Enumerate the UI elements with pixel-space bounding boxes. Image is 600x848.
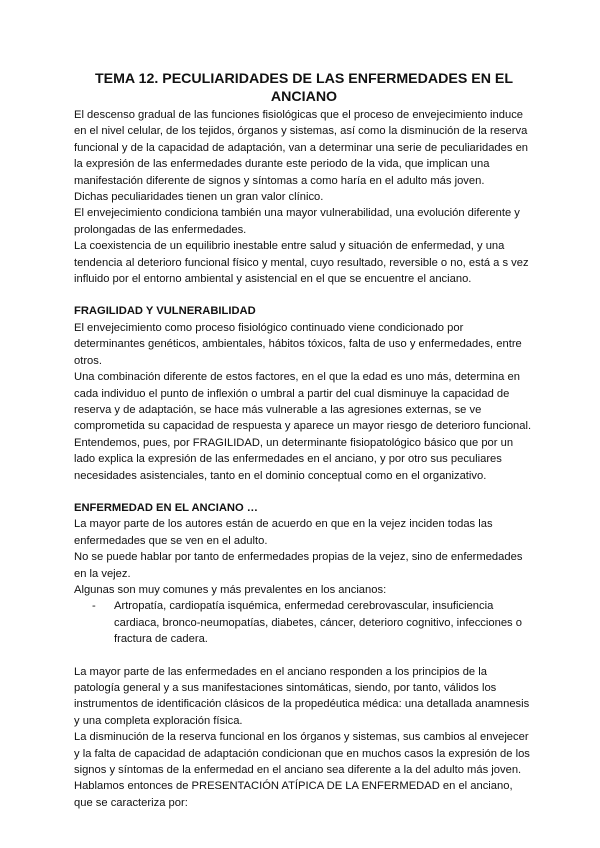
intro-paragraph-3: El envejecimiento condiciona también una mayor vulnerabilidad, una evolución diferente y prolongadas de las enfermedades. <box>74 207 520 236</box>
enfermedad-paragraph-6: Hablamos entonces de PRESENTACIÓN ATÍPICA DE LA ENFERMEDAD en el anciano, que se caracteriza por: <box>74 780 513 809</box>
intro-paragraph-2: Dichas peculiaridades tienen un gran valor clínico. <box>74 191 324 204</box>
intro-paragraph-1: El descenso gradual de las funciones fisiológicas que el proceso de envejecimiento induce en el nivel celular, de los tejidos, órganos y sistemas, así como la disminución de la reserva funcional y de la capacidad de adaptación, van a determinar una serie de peculiaridades en la expresión de las enfermedades durante este periodo de la vida, que implican una manifestación diferente de signos y síntomas a como haría en el adulto más joven. <box>74 109 529 187</box>
intro-paragraph-4: La coexistencia de un equilibrio inestable entre salud y situación de enfermedad, y una tendencia al deterioro funcional físico y mental, cuyo resultado, reversible o no, está a s vez influido por el entorno ambiental y asistencial en el que se encuentre el anciano. <box>74 240 529 286</box>
spacer <box>74 287 534 303</box>
list-dash: - <box>92 600 96 613</box>
fragilidad-paragraph-1: El envejecimiento como proceso fisiológico continuado viene condicionado por determinantes genéticos, ambientales, hábitos tóxicos, falta de uso y enfermedades, entre otros. <box>74 321 522 367</box>
document-page <box>74 70 534 811</box>
enfermedad-paragraph-5: La disminución de la reserva funcional en los órganos y sistemas, sus cambios al envejecer y la falta de capacidad de adaptación condicionan que en muchos casos la expresión de los signos y síntomas de la enfermedad en el anciano sea diferente a la del adulto más joven. <box>74 731 530 777</box>
heading-enfermedad: ENFERMEDAD EN EL ANCIANO … <box>74 501 258 514</box>
fragilidad-paragraph-3: Entendemos, pues, por FRAGILIDAD, un determinante fisiopatológico básico que por un lado explica la expresión de las enfermedades en el anciano, y por otro sus peculiares necesidades asistenciales, tanto en el dominio conceptual como en el organizativo. <box>74 436 514 482</box>
enfermedad-paragraph-4: La mayor parte de las enfermedades en el anciano responden a los principios de la patología general y a sus manifestaciones sintomáticas, siendo, por tanto, válidos los instrumentos de identificación clásicos de la propedéutica médica: una detallada anamnesis y una completa exploración física. <box>74 665 530 727</box>
document-title: TEMA 12. PECULIARIDADES DE LAS ENFERMEDADES EN EL ANCIANO <box>94 71 514 105</box>
enfermedad-paragraph-2: No se puede hablar por tanto de enfermedades propias de la vejez, sino de enfermedades en la vejez. <box>74 551 523 580</box>
enfermedad-paragraph-3: Algunas son muy comunes y más prevalentes en los ancianos: <box>74 583 387 596</box>
spacer <box>74 484 534 500</box>
fragilidad-paragraph-2: Una combinación diferente de estos factores, en el que la edad es uno más, determina en cada individuo el punto de inflexión o umbral a partir del cual disminuye la capacidad de reserva y de adaptación, se hace más vulnerable a las agresiones externas, se ve comprometida su capacidad de respuesta y aparece un mayor riesgo de deterioro funcional. <box>74 371 532 433</box>
list-item-text: Artropatía, cardiopatía isquémica, enfermedad cerebrovascular, insuficiencia cardiaca, bronco-neumopatías, diabetes, cáncer, deterioro cognitivo, infecciones o fractura de cadera. <box>114 600 522 646</box>
heading-fragilidad: FRAGILIDAD Y VULNERABILIDAD <box>74 305 256 318</box>
spacer <box>74 648 534 664</box>
enfermedad-paragraph-1: La mayor parte de los autores están de acuerdo en que en la vejez inciden todas las enfermedades que se ven en el adulto. <box>74 518 493 547</box>
list-item <box>74 598 534 647</box>
disease-list <box>74 598 534 647</box>
